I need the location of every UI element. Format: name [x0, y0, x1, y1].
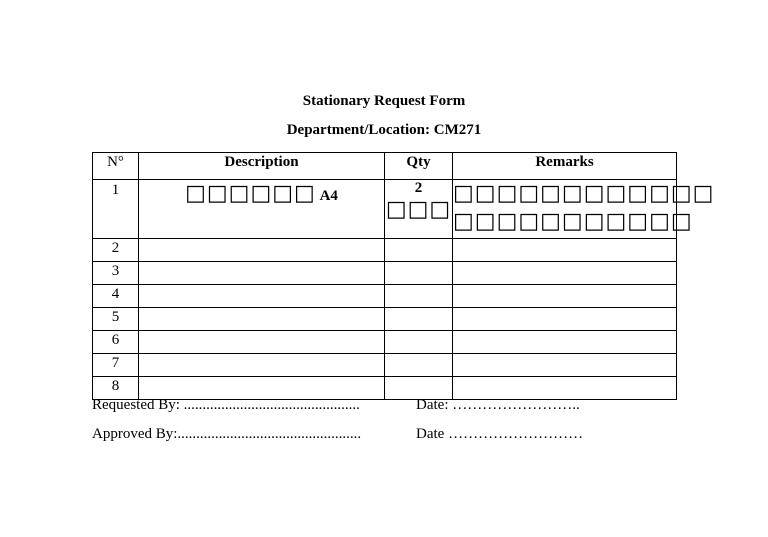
row-number: 8 — [93, 377, 139, 400]
requested-date-line: Date: …………………….. — [416, 397, 580, 413]
row-number: 7 — [93, 354, 139, 377]
row-number: 4 — [93, 285, 139, 308]
description-cell — [139, 285, 385, 308]
row-number: 5 — [93, 308, 139, 331]
header-number: N° — [93, 153, 139, 180]
table-header-row — [93, 153, 677, 180]
approved-date-line: Date ……………………… — [416, 426, 584, 442]
remarks-line-1: □□□□□□□□□□□□ — [453, 181, 715, 206]
description-cell — [139, 262, 385, 285]
remarks-line-2: □□□□□□□□□□□ — [453, 209, 693, 234]
department-location-line: Department/Location: CM271 — [286, 122, 482, 138]
qty-cell — [385, 354, 453, 377]
remarks-cell — [453, 285, 677, 308]
remarks-cell — [453, 239, 677, 262]
header-qty: Qty — [385, 153, 453, 180]
qty-cell — [385, 180, 453, 239]
row-number: 1 — [93, 180, 139, 239]
qty-cell — [385, 331, 453, 354]
approved-by-line: Approved By:................................................. — [92, 426, 362, 442]
row-number: 3 — [93, 262, 139, 285]
description-cell — [139, 308, 385, 331]
header-remarks: Remarks — [453, 153, 677, 180]
qty-cell — [385, 308, 453, 331]
remarks-cell — [453, 354, 677, 377]
description-size: A4 — [319, 188, 338, 204]
table-row — [93, 331, 677, 354]
header-description: Description — [139, 153, 385, 180]
description-cell — [139, 180, 385, 239]
row-number: 2 — [93, 239, 139, 262]
qty-number: 2 — [414, 180, 423, 196]
qty-cell — [385, 262, 453, 285]
qty-unit: □□□ — [385, 197, 452, 222]
table-row — [93, 239, 677, 262]
row-number: 6 — [93, 331, 139, 354]
requested-by-line: Requested By: ............................................... — [92, 397, 360, 413]
form-title: Stationary Request Form — [302, 93, 466, 109]
table-row — [93, 285, 677, 308]
table-row — [93, 262, 677, 285]
remarks-cell — [453, 331, 677, 354]
qty-cell — [385, 285, 453, 308]
description-cell — [139, 354, 385, 377]
remarks-cell — [453, 262, 677, 285]
description-cell — [139, 239, 385, 262]
table-row — [93, 354, 677, 377]
remarks-cell — [453, 180, 715, 239]
request-table — [92, 152, 715, 400]
table-row — [93, 308, 677, 331]
description-cell — [139, 331, 385, 354]
table-row — [93, 180, 677, 239]
qty-cell — [385, 239, 453, 262]
description-text: □□□□□□ — [185, 181, 316, 206]
remarks-cell — [453, 308, 677, 331]
